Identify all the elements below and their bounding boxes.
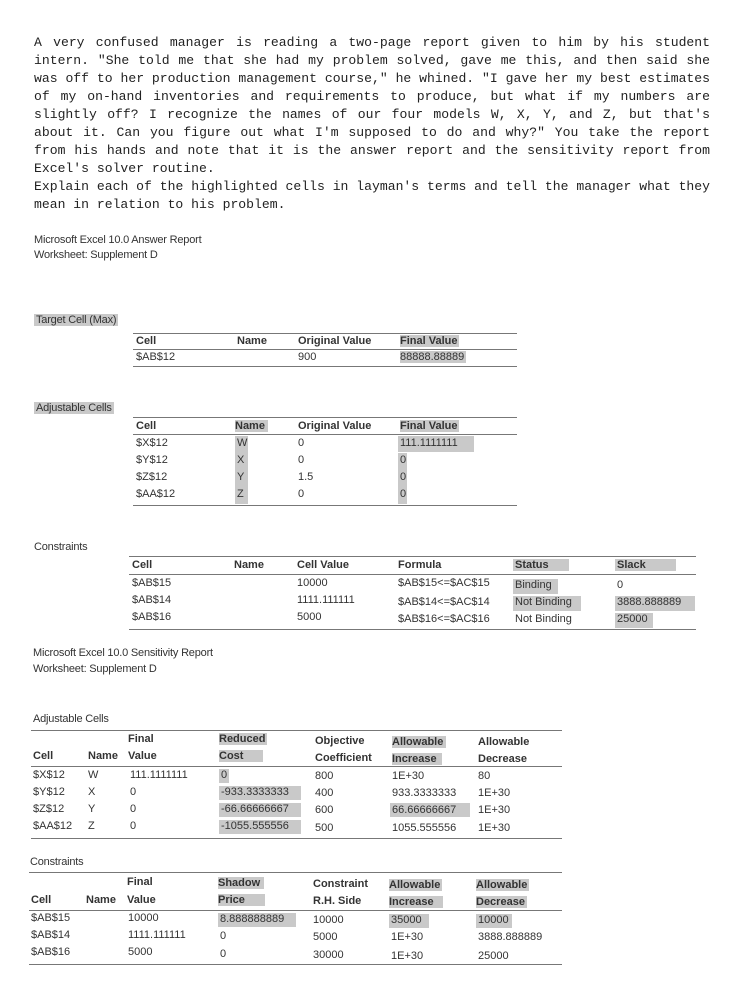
target-final-value: 88888.88889 xyxy=(400,351,465,363)
sens-con-row-2-dec: 3888.888889 xyxy=(478,931,543,943)
sens-adj-row-3-reduced: -66.66666667 xyxy=(221,803,289,815)
con-row-2-value: 1111.111111 xyxy=(297,594,355,606)
sens-adj-row-4-coef: 500 xyxy=(315,822,334,834)
sens-adj-row-4-final: 0 xyxy=(130,820,137,832)
constraints-header-cell: Cell xyxy=(132,559,153,571)
con-row-2-cell: $AB$14 xyxy=(132,594,172,606)
sens-con-row-1-inc: 35000 xyxy=(391,914,422,926)
sens-adj-row-3-name: Y xyxy=(88,803,96,815)
sens-con-row-3-inc: 1E+30 xyxy=(391,950,424,962)
sens-con-header-increase: Increase xyxy=(389,896,443,908)
sens-adj-row-3-cell: $Z$12 xyxy=(33,803,65,815)
adj-row-2-final: 0 xyxy=(400,454,407,466)
sens-adj-header-name: Name xyxy=(88,750,118,762)
sens-con-header-allow-dec: Allowable xyxy=(476,879,528,891)
target-header-rule xyxy=(133,333,517,334)
constraints-header-cell-value: Cell Value xyxy=(297,559,349,571)
sens-con-header-allow-inc: Allowable xyxy=(389,879,441,891)
target-cell-label: Target Cell (Max) xyxy=(36,314,117,326)
sens-adj-row-4-inc: 1055.555556 xyxy=(392,822,457,834)
con-row-2-slack: 3888.888889 xyxy=(617,596,682,608)
sens-con-row-3-dec: 25000 xyxy=(478,950,509,962)
sens-adjustable-header-rule xyxy=(31,730,562,731)
constraints-label: Constraints xyxy=(34,541,88,553)
con-row-1-value: 10000 xyxy=(297,577,328,589)
sens-constraints-header-rule xyxy=(29,872,562,873)
sens-adjustable-header-rule-bottom xyxy=(31,766,562,767)
adj-row-2-name: X xyxy=(237,454,245,466)
sens-con-row-2-cell: $AB$14 xyxy=(31,929,71,941)
con-row-1-status: Binding xyxy=(515,579,552,591)
problem-paragraph-1: A very confused manager is reading a two-page report given to him by his student intern. "She told me that she had my problem solved, gave me this, and then said she was off to her production management course," he whined. "I gave her my best estimates of my on-hand inventories and requirements to produce, but what if my numbers are slightly off? I recognize the names of our four models W, X, Y, and Z, but that's about it. Can you figure out what I'm supposed to do and why?" You take the report from his hands and note that it is the answer report and the sensitivity report from Excel's solver routine. xyxy=(34,35,710,176)
sens-constraints-label: Constraints xyxy=(30,856,84,868)
sens-adjustable-label: Adjustable Cells xyxy=(33,713,109,725)
con-row-3-slack: 25000 xyxy=(617,613,648,625)
sens-con-header-price: Price xyxy=(218,894,265,906)
target-original-value: 900 xyxy=(298,351,317,363)
constraints-header-slack: Slack xyxy=(615,559,676,571)
sens-adj-row-2-final: 0 xyxy=(130,786,137,798)
constraints-header-rule-bottom xyxy=(129,574,696,575)
sens-con-row-2-rhs: 5000 xyxy=(313,931,338,943)
sens-adj-row-2-inc: 933.3333333 xyxy=(392,787,457,799)
adj-row-4-final: 0 xyxy=(400,488,407,500)
sens-adj-header-value: Value xyxy=(128,750,157,762)
sens-adjustable-table-bottom xyxy=(31,838,562,839)
con-row-3-value: 5000 xyxy=(297,611,322,623)
sens-adj-row-4-dec: 1E+30 xyxy=(478,822,511,834)
sens-adj-row-1-name: W xyxy=(88,769,99,781)
con-row-1-slack: 0 xyxy=(617,579,624,591)
adj-row-3-cell: $Z$12 xyxy=(136,471,168,483)
adjustable-header-rule-bottom xyxy=(133,434,517,435)
adj-row-1-cell: $X$12 xyxy=(136,437,168,449)
answer-report-worksheet: Worksheet: Supplement D xyxy=(34,249,158,261)
sensitivity-report-title: Microsoft Excel 10.0 Sensitivity Report xyxy=(33,647,213,659)
adjustable-header-original: Original Value xyxy=(298,420,372,432)
sens-con-header-decrease: Decrease xyxy=(476,896,525,908)
target-cell-ref: $AB$12 xyxy=(136,351,176,363)
constraints-header-name: Name xyxy=(234,559,264,571)
sens-con-header-name: Name xyxy=(86,894,116,906)
adj-row-1-final: 111.1111111 xyxy=(400,437,458,449)
adjustable-header-final: Final Value xyxy=(400,420,458,432)
constraints-header-rule xyxy=(129,556,696,557)
sens-adj-header-allow-inc: Allowable xyxy=(392,736,446,748)
sens-con-row-3-final: 5000 xyxy=(128,946,153,958)
con-row-1-cell: $AB$15 xyxy=(132,577,172,589)
sens-con-row-2-shadow: 0 xyxy=(220,930,227,942)
target-header-cell: Cell xyxy=(136,335,157,347)
sens-adj-row-1-dec: 80 xyxy=(478,770,491,782)
sens-adj-header-cell: Cell xyxy=(33,750,54,762)
sens-adj-header-cost: Cost xyxy=(219,750,263,762)
adj-row-2-cell: $Y$12 xyxy=(136,454,168,466)
sens-con-header-constraint: Constraint xyxy=(313,878,368,890)
sens-constraints-header-rule-bottom xyxy=(29,910,562,911)
sens-con-header-final: Final xyxy=(127,876,153,888)
adjustable-header-name: Name xyxy=(235,420,268,432)
adj-row-1-original: 0 xyxy=(298,437,305,449)
sens-adj-row-2-coef: 400 xyxy=(315,787,334,799)
adj-row-4-name: Z xyxy=(237,488,244,500)
target-table-bottom xyxy=(133,366,517,367)
sens-con-row-3-cell: $AB$16 xyxy=(31,946,71,958)
con-row-1-formula: $AB$15<=$AC$15 xyxy=(398,577,490,589)
con-row-3-status: Not Binding xyxy=(515,613,572,625)
sens-con-row-1-shadow: 8.888888889 xyxy=(220,913,285,925)
sens-adj-header-reduced: Reduced xyxy=(219,733,266,745)
sens-adj-header-increase: Increase xyxy=(392,753,442,765)
sens-adj-row-4-name: Z xyxy=(88,820,95,832)
sens-adj-header-decrease: Decrease xyxy=(478,753,527,765)
sens-adj-row-3-final: 0 xyxy=(130,803,137,815)
sens-adj-row-3-inc: 66.66666667 xyxy=(392,804,457,816)
sens-adj-row-4-cell: $AA$12 xyxy=(33,820,73,832)
target-header-rule-bottom xyxy=(133,349,517,350)
con-row-3-formula: $AB$16<=$AC$16 xyxy=(398,613,490,625)
sens-adj-row-1-reduced: 0 xyxy=(221,769,228,781)
problem-statement xyxy=(34,34,710,214)
constraints-header-formula: Formula xyxy=(398,559,442,571)
target-header-name: Name xyxy=(237,335,267,347)
sens-con-row-1-final: 10000 xyxy=(128,912,159,924)
sens-adj-row-1-inc: 1E+30 xyxy=(392,770,425,782)
sens-adj-row-1-coef: 800 xyxy=(315,770,334,782)
sens-con-header-cell: Cell xyxy=(31,894,52,906)
sens-adj-row-3-dec: 1E+30 xyxy=(478,804,511,816)
sens-adj-header-objective: Objective xyxy=(315,735,365,747)
con-row-2-status: Not Binding xyxy=(515,596,572,608)
adj-row-3-original: 1.5 xyxy=(298,471,314,483)
sens-adj-row-1-cell: $X$12 xyxy=(33,769,65,781)
adj-row-4-cell: $AA$12 xyxy=(136,488,176,500)
con-row-3-cell: $AB$16 xyxy=(132,611,172,623)
sens-con-row-1-rhs: 10000 xyxy=(313,914,344,926)
sens-adj-row-2-cell: $Y$12 xyxy=(33,786,65,798)
sens-adj-row-2-dec: 1E+30 xyxy=(478,787,511,799)
sens-con-row-1-dec: 10000 xyxy=(478,914,509,926)
sens-adj-header-final: Final xyxy=(128,733,154,745)
target-header-original: Original Value xyxy=(298,335,372,347)
adj-row-3-name: Y xyxy=(237,471,245,483)
target-header-final: Final Value xyxy=(400,335,458,347)
sens-con-row-3-shadow: 0 xyxy=(220,948,227,960)
con-row-2-formula: $AB$14<=$AC$14 xyxy=(398,596,490,608)
sens-con-row-3-rhs: 30000 xyxy=(313,949,344,961)
sens-adj-header-allow-dec: Allowable xyxy=(478,736,530,748)
adjustable-cells-label: Adjustable Cells xyxy=(36,402,112,414)
sens-adj-header-coefficient: Coefficient xyxy=(315,752,372,764)
answer-report-title: Microsoft Excel 10.0 Answer Report xyxy=(34,234,202,246)
sensitivity-report-worksheet: Worksheet: Supplement D xyxy=(33,663,157,675)
adj-row-1-name: W xyxy=(237,437,248,449)
adjustable-header-cell: Cell xyxy=(136,420,157,432)
sens-con-row-1-cell: $AB$15 xyxy=(31,912,71,924)
sens-con-row-2-inc: 1E+30 xyxy=(391,931,424,943)
constraints-header-status: Status xyxy=(513,559,569,571)
problem-paragraph-2: Explain each of the highlighted cells in layman's terms and tell the manager what they mean in relation to his problem. xyxy=(34,179,710,212)
adj-row-2-original: 0 xyxy=(298,454,305,466)
sens-adj-row-2-name: X xyxy=(88,786,96,798)
sens-con-header-rhs: R.H. Side xyxy=(313,895,362,907)
sens-con-header-value: Value xyxy=(127,894,156,906)
sens-constraints-table-bottom xyxy=(29,964,562,965)
sens-con-row-2-final: 1111.111111 xyxy=(128,929,186,941)
sens-adj-row-1-final: 111.1111111 xyxy=(130,769,188,781)
adj-row-4-original: 0 xyxy=(298,488,305,500)
constraints-table-bottom xyxy=(129,629,696,630)
adjustable-header-rule xyxy=(133,417,517,418)
adj-row-3-final: 0 xyxy=(400,471,407,483)
sens-adj-row-2-reduced: -933.3333333 xyxy=(221,786,289,798)
sens-con-header-shadow: Shadow xyxy=(218,877,264,889)
sens-adj-row-4-reduced: -1055.555556 xyxy=(221,820,289,832)
sens-adj-row-3-coef: 600 xyxy=(315,804,334,816)
adjustable-table-bottom xyxy=(133,505,517,506)
